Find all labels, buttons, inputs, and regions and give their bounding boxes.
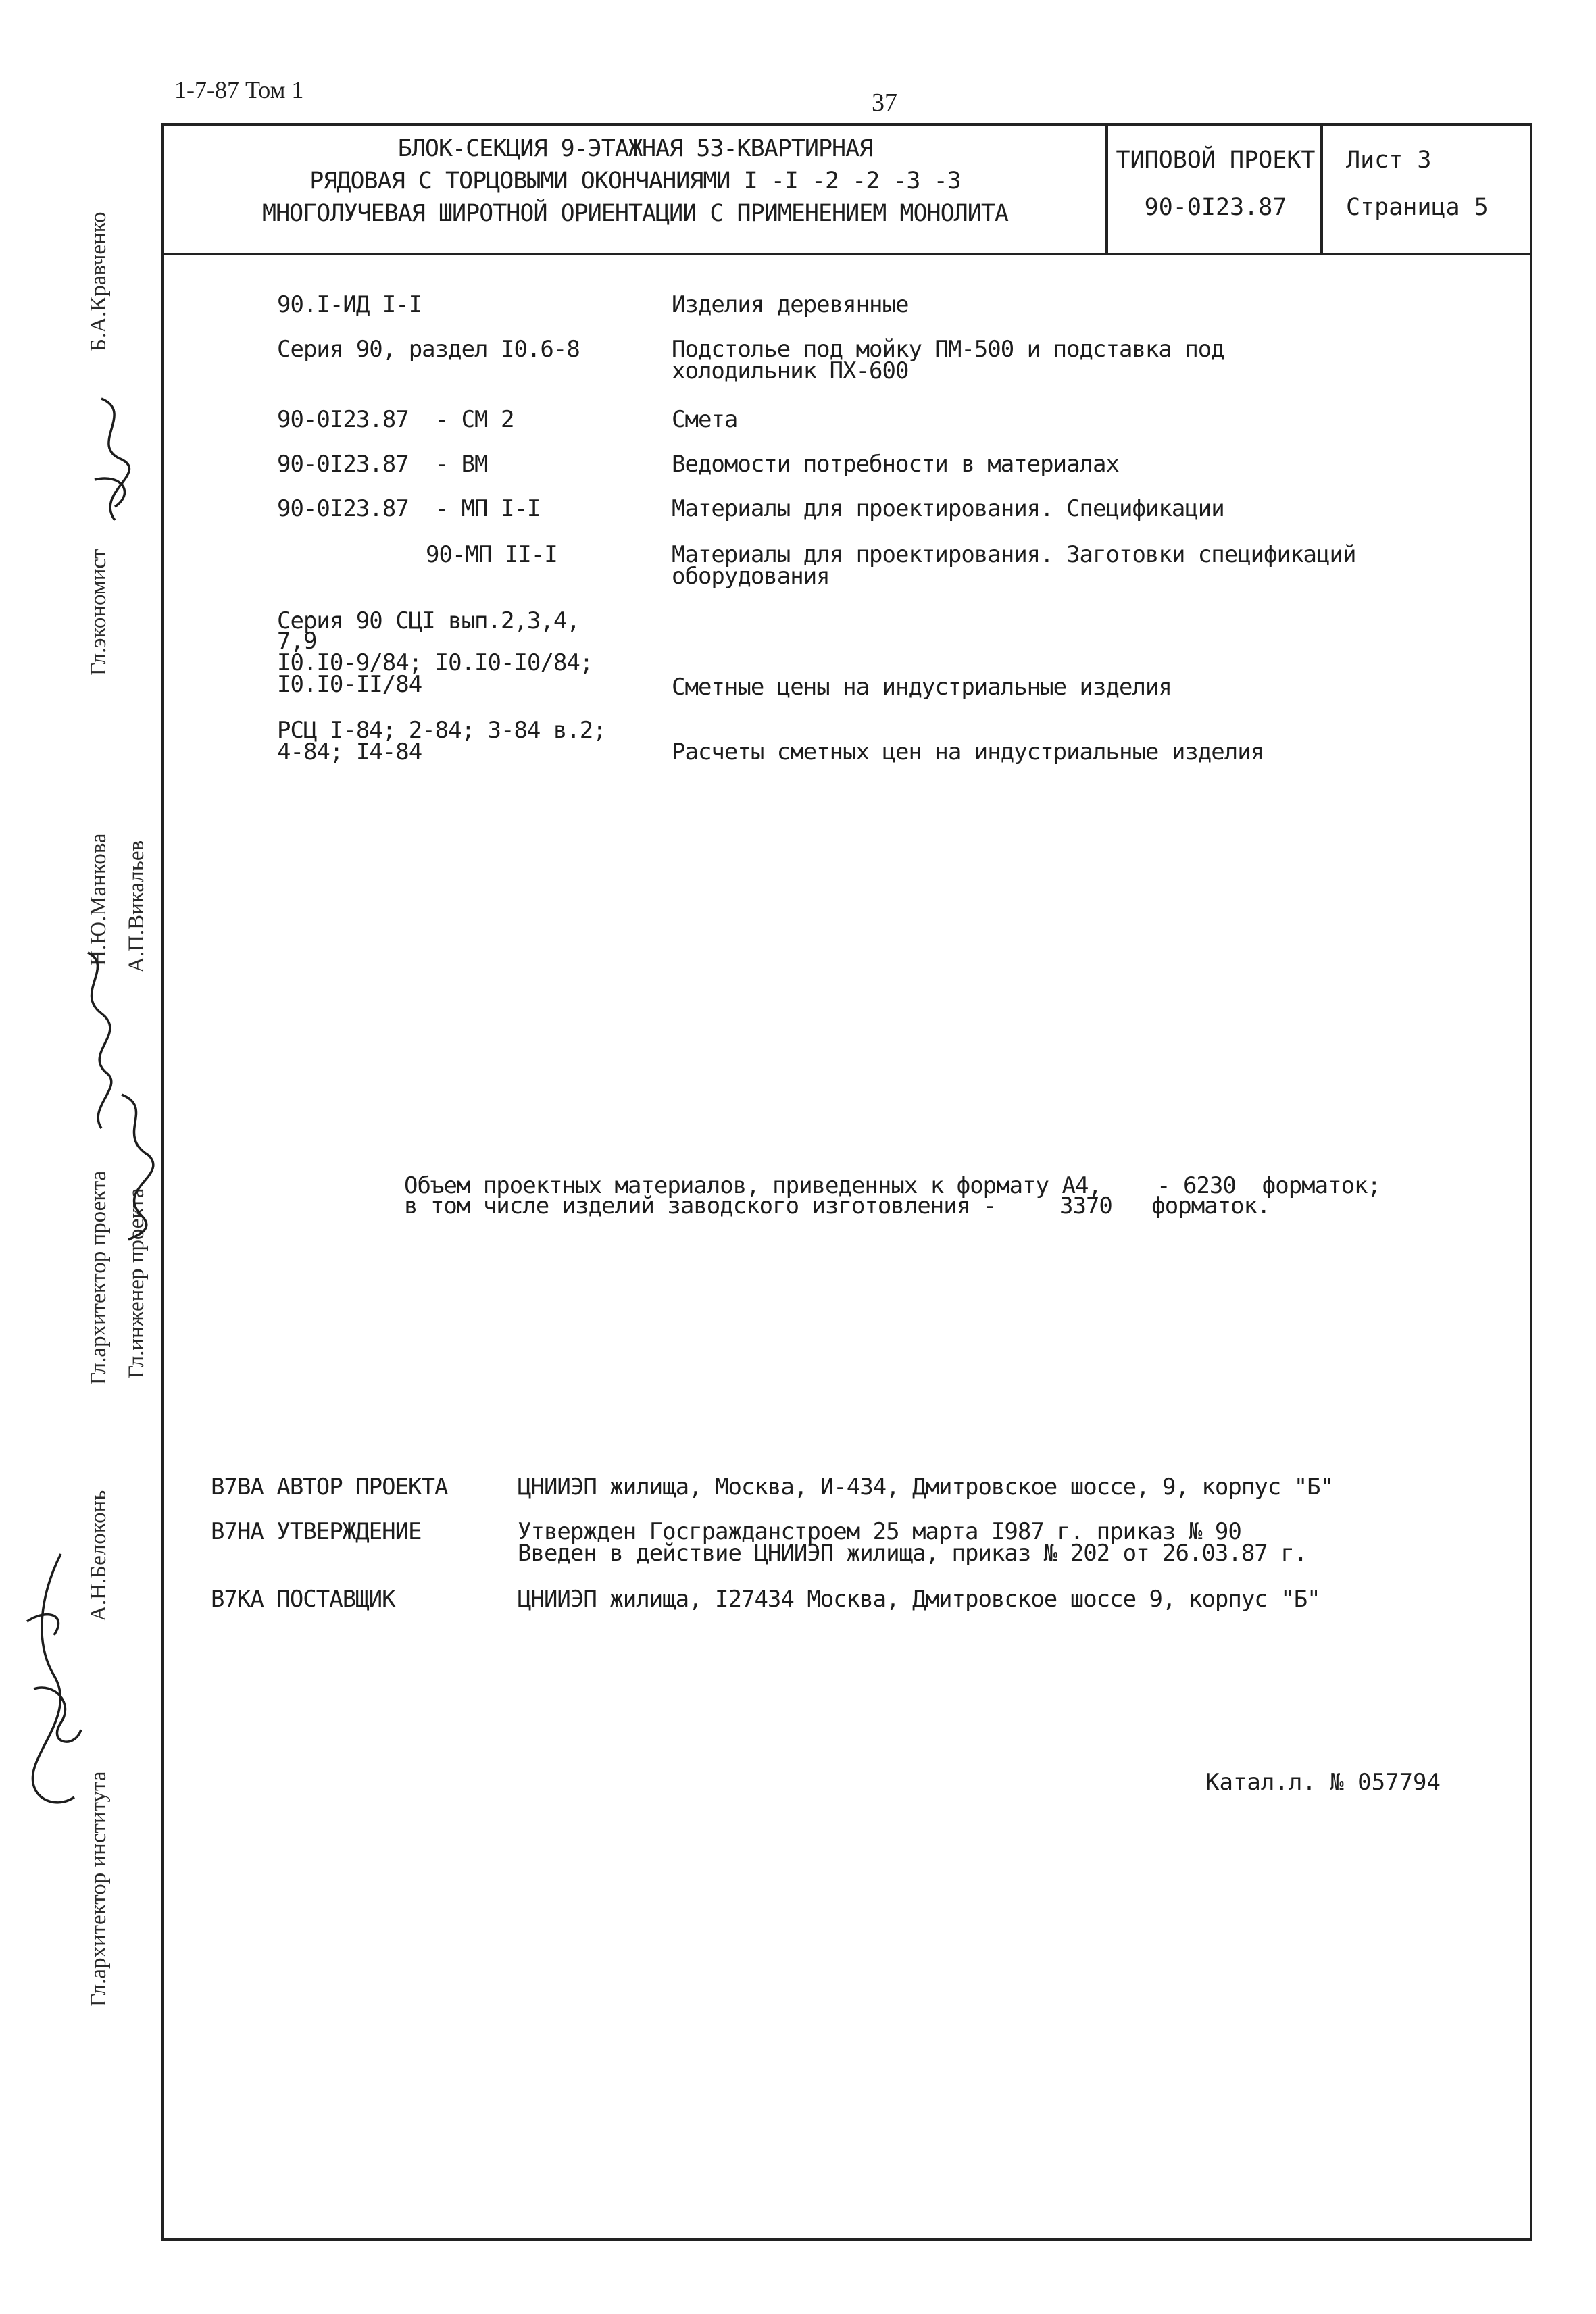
- doc-ref: 90-0I23.87 - СМ 2: [277, 406, 514, 433]
- doc-ref: 90-0I23.87 - МП I-I: [277, 495, 541, 522]
- doc-ref: 4-84; I4-84: [277, 738, 422, 765]
- meta-value: Введен в действие ЦНИИЭП жилища, приказ № 202 от 26.03.87 г.: [518, 1540, 1307, 1567]
- doc-ref: 90.I-ИД I-I: [277, 291, 422, 318]
- catalog-number: Катал.л. № 057794: [1205, 1769, 1441, 1796]
- project-number: 90-0I23.87: [1144, 194, 1287, 221]
- side-label: Гл.инженер проекта: [124, 1188, 149, 1378]
- summary-value: - 6230 форматок;: [1157, 1172, 1380, 1199]
- doc-ref: 90-МП II-I: [426, 541, 557, 568]
- doc-ref: РСЦ I-84; 2-84; 3-84 в.2;: [277, 717, 606, 744]
- volume-note: 1-7-87 Том 1: [174, 76, 304, 103]
- doc-desc: Подстолье под мойку ПМ-500 и подставка под: [672, 336, 1224, 363]
- project-label: ТИПОВОЙ ПРОЕКТ: [1116, 147, 1316, 174]
- signature-economist: [74, 378, 155, 540]
- side-label: А.П.Викальев: [124, 840, 149, 973]
- doc-desc: Материалы для проектирования. Заготовки спецификаций: [672, 541, 1356, 568]
- side-label: А.Н.Белоконь: [86, 1490, 111, 1621]
- title-block-divider: [1105, 123, 1108, 253]
- meta-value: ЦНИИЭП жилища, Москва, И-434, Дмитровское шоссе, 9, корпус "Б": [518, 1474, 1334, 1501]
- doc-ref: Серия 90 СЦI вып.2,3,4,: [277, 607, 580, 634]
- doc-desc: Ведомости потребности в материалах: [672, 451, 1119, 478]
- summary-value: 3370 форматок.: [1059, 1192, 1270, 1219]
- document-title: [169, 132, 1101, 230]
- doc-desc: Сметные цены на индустриальные изделия: [672, 674, 1172, 701]
- meta-value: Утвержден Госгражданстроем 25 марта I987 г. приказ № 90: [518, 1518, 1241, 1545]
- side-label: Гл.архитектор института: [86, 1771, 111, 2007]
- title-block-divider: [1320, 123, 1323, 253]
- doc-desc: Изделия деревянные: [672, 291, 909, 318]
- meta-label: В7ВА АВТОР ПРОЕКТА: [211, 1474, 448, 1501]
- doc-ref: I0.I0-9/84; I0.I0-I0/84;: [277, 649, 593, 676]
- sheet-cell: [1346, 136, 1489, 231]
- doc-desc: холодильник ПХ-600: [672, 357, 909, 384]
- side-label: Гл.архитектор проекта: [86, 1170, 111, 1385]
- doc-desc: Материалы для проектирования. Спецификации: [672, 495, 1224, 522]
- page-number: 37: [872, 89, 897, 117]
- doc-desc: Расчеты сметных цен на индустриальные изделия: [672, 738, 1264, 765]
- meta-label: В7НА УТВЕРЖДЕНИЕ: [211, 1518, 422, 1545]
- signature-project-engineer: [101, 1081, 176, 1243]
- doc-desc: оборудования: [672, 563, 830, 590]
- side-label: Б.А.Кравченко: [86, 211, 111, 351]
- sheet-number: Лист 3: [1346, 147, 1432, 174]
- meta-value: ЦНИИЭП жилища, I27434 Москва, Дмитровское шоссе 9, корпус "Б": [518, 1586, 1320, 1613]
- signature-chief-architect: [14, 1540, 95, 1824]
- title-line: БЛОК-СЕКЦИЯ 9-ЭТАЖНАЯ 53-КВАРТИРНАЯ: [397, 135, 873, 162]
- meta-label: В7КА ПОСТАВЩИК: [211, 1586, 395, 1613]
- doc-ref: I0.I0-II/84: [277, 671, 422, 698]
- title-line: МНОГОЛУЧЕВАЯ ШИРОТНОЙ ОРИЕНТАЦИИ С ПРИМЕНЕНИЕМ МОНОЛИТА: [262, 200, 1008, 227]
- page-label: Страница 5: [1346, 194, 1489, 221]
- project-cell: [1111, 136, 1320, 231]
- doc-desc: Смета: [672, 406, 738, 433]
- title-line: РЯДОВАЯ С ТОРЦОВЫМИ ОКОНЧАНИЯМИ I -I -2 -2 -3 -3: [309, 168, 961, 195]
- doc-ref: 7,9: [277, 628, 317, 655]
- doc-ref: Серия 90, раздел I0.6-8: [277, 336, 580, 363]
- doc-ref: 90-0I23.87 - ВМ: [277, 451, 488, 478]
- side-label: Гл.экономист: [86, 549, 111, 676]
- side-label: Н.Ю.Манкова: [86, 833, 111, 966]
- summary-line: в том числе изделий заводского изготовления -: [404, 1192, 997, 1219]
- summary-line: Объем проектных материалов, приведенных к формату А4,: [404, 1172, 1101, 1199]
